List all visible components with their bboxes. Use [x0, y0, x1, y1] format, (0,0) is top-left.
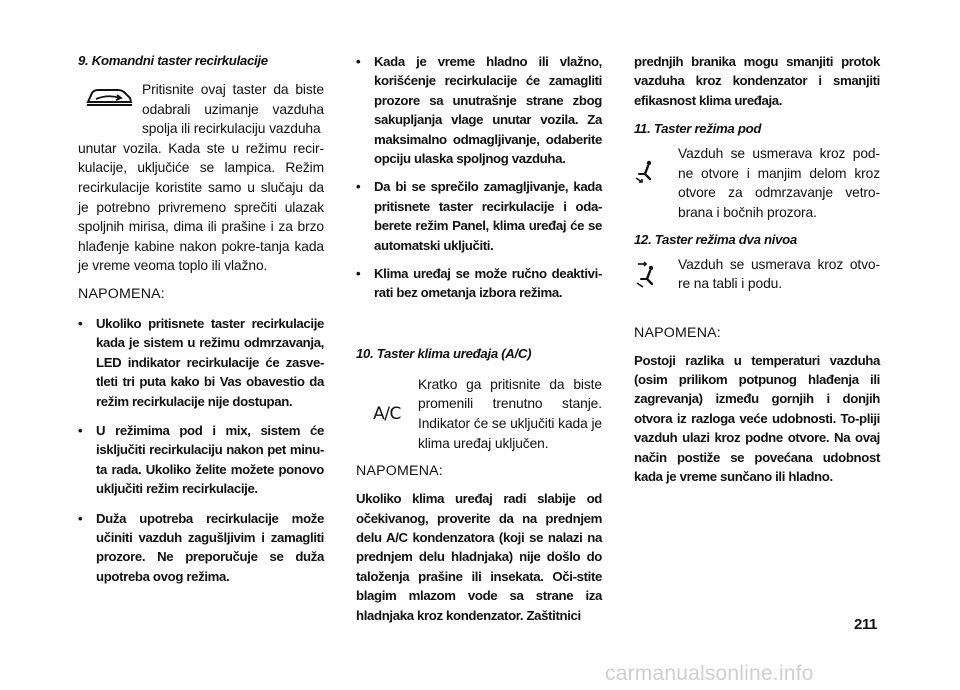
bi-level-mode-text: Vazduh se usmerava kroz otvo-re na tabli i podu. [678, 256, 880, 292]
floor-mode-row [634, 144, 880, 222]
ac-button-icon [356, 375, 418, 453]
page-number: 211 [854, 616, 877, 633]
note-label: NAPOMENA: [78, 285, 165, 302]
floor-mode-icon [634, 144, 678, 200]
recirculation-body-text: unutar vozila. Kada ste u režimu recir-kulacije, uključiće se lampica. Režim recirkulacije koristite samo u slučaju da je potrebno privremeno sprečiti ulazak spoljnih mirisa, dima ili prašine i za brzo hlađenje kabine nakon pokre-tanja kada je vreme veoma toplo ili vlažno. [78, 140, 324, 274]
recirculation-intro-row [78, 80, 324, 139]
recirculation-car-icon [78, 78, 142, 118]
list-item: • Klima uređaj se može ručno deaktivi-rati bez ometanja izbora režima. [356, 264, 602, 303]
list-item: • Da bi se sprečilo zamagljivanje, kada pritisnete taster recirkulacije i oda-berete režim Panel, klima uređaj će se automatski uključiti. [356, 177, 602, 255]
watermark: carmanualsonline.info [605, 662, 814, 685]
section-heading-bi-level-mode: 12. Taster režima dva nivoa [634, 231, 797, 247]
list-item: • Duža upotreba recirkulacije može učiniti vazduh zagušljivim i zamagliti prozore. Ne preporučuje se duža upotreba ovog režima. [78, 509, 324, 587]
bi-level-mode-row [634, 255, 880, 295]
section-heading-floor-mode: 11. Taster režima pod [634, 121, 762, 137]
list-item: • Ukoliko pritisnete taster recirkulacije kada je sistem u režimu odmrzavanja, LED indikator recirkulacije će zasve-tleti tri puta kako bi Vas obavestio da režim recirkulacije nije dostupan. [78, 314, 324, 411]
note-label: NAPOMENA: [356, 463, 443, 480]
section-heading-ac: 10. Taster klima uređaja (A/C) [356, 345, 532, 361]
bi-level-mode-icon [634, 255, 678, 295]
column-middle [356, 52, 602, 625]
section-heading-recirculation: 9. Komandni taster recirkulacije [78, 53, 268, 68]
ac-intro-text: Kratko ga pritisnite da biste promenili trenutno stanje. Indikator će se uključiti kada je klima uređaj uključen. [418, 376, 602, 451]
column-left [78, 52, 324, 586]
ac-intro-row [356, 375, 602, 453]
note-label: NAPOMENA: [634, 324, 721, 341]
floor-mode-text: Vazduh se usmerava kroz pod-ne otvore i manjim delom kroz otvore za odmrzavanje vetro-brana i bočnih prozora. [678, 146, 880, 220]
ac-label: A/C [373, 403, 401, 424]
continuation-text: prednjih branika mogu smanjiti protok vazduha kroz kondenzator i smanjiti efikasnost klima uređaja. [634, 54, 880, 108]
ac-note-text: Ukoliko klima uređaj radi slabije od očekivanog, proverite da na prednjem delu A/C kondenzatora (koji se nalazi na prednjem delu hladnjaka) nije došlo do taloženja prašine ili insekata. Oči-stite blagim mlazom vode sa strane iza hladnjaka kroz kondenzator. Zaštitnici [356, 491, 602, 623]
list-item: • U režimima pod i mix, sistem će isključiti recirkulaciju nakon pet minu-ta rada. Ukoliko želite možete ponovo uključiti režim recirkulacije. [78, 421, 324, 499]
column-right [634, 52, 880, 486]
temperature-note-text: Postoji razlika u temperaturi vazduha (osim prilikom potpunog hlađenja ili zagrevanja) između gornjih i donjih otvora iz razloga veće udobnosti. To-pliji vazduh ulazi kroz podne otvore. Na ovaj način postiže se povećana udobnost kada je vreme sunčano ili hladno. [634, 352, 880, 485]
bullet-list [356, 52, 602, 303]
note-bullet-list [78, 314, 324, 586]
recirculation-intro-text: Pritisnite ovaj taster da biste odabrali uzimanje vazduha spolja ili recirkulaciju vazduha [142, 82, 324, 137]
list-item: • Kada je vreme hladno ili vlažno, korišćenje recirkulacije će zamagliti prozore sa unutrašnje strane zbog sakupljanja vlage unutar vozila. Za maksimalno odmagljivanje, odaberite opciju ulaska spoljnog vazduha. [356, 52, 602, 168]
